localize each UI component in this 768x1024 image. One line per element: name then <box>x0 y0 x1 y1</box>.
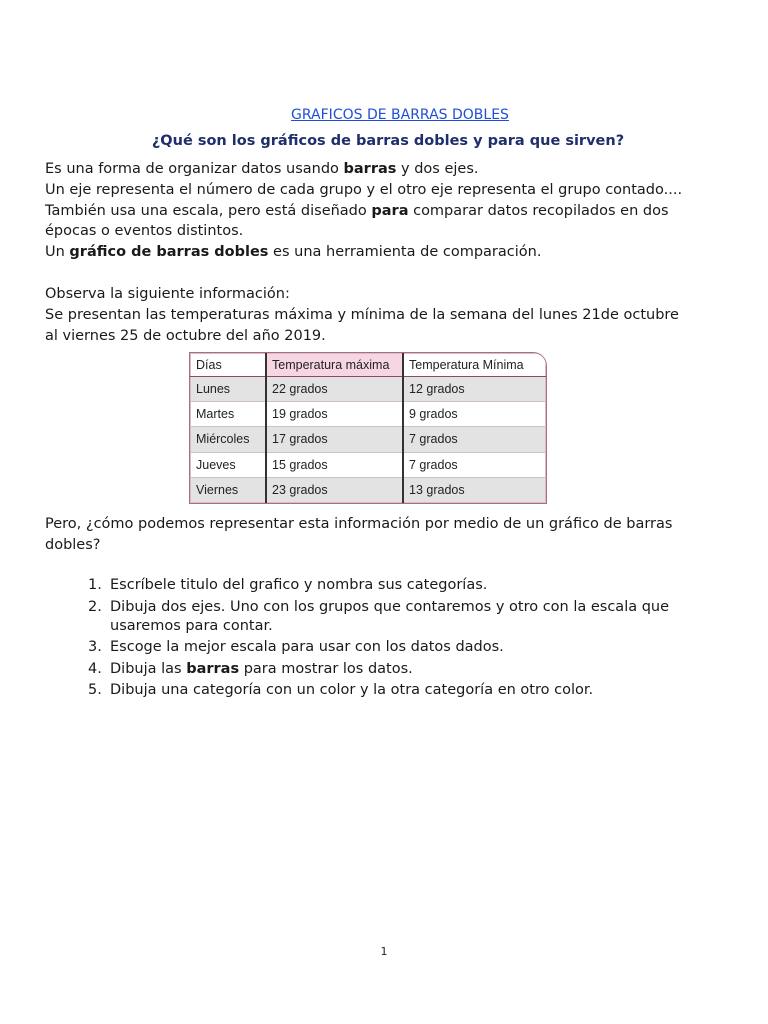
cell-day: Lunes <box>191 377 267 402</box>
cell-min: 7 grados <box>403 427 546 452</box>
table-row <box>191 402 546 427</box>
text-run: Un <box>45 244 70 261</box>
table-header-row <box>191 354 546 377</box>
intro-line-3 <box>45 201 735 222</box>
observe-paragraph <box>45 284 735 346</box>
list-item <box>88 660 708 679</box>
cell-min: 13 grados <box>403 477 546 502</box>
intro-line-2: Un eje representa el número de cada grupo y el otro eje representa el grupo contado.... <box>45 181 683 198</box>
step-text <box>110 576 487 595</box>
cell-min: 7 grados <box>403 452 546 477</box>
step-text <box>110 681 593 700</box>
question-paragraph <box>45 514 735 556</box>
temperature-table-image <box>189 352 547 504</box>
text-run: Escoge la mejor escala para usar con los datos dados. <box>110 639 504 655</box>
table-row <box>191 452 546 477</box>
step-number: 3. <box>88 639 102 655</box>
table-row <box>191 427 546 452</box>
intro-line-4: épocas o eventos distintos. <box>45 223 244 240</box>
cell-min: 12 grados <box>403 377 546 402</box>
header-temp-max: Temperatura máxima <box>266 354 403 377</box>
bold-text: para <box>371 202 409 219</box>
cell-max: 19 grados <box>266 402 403 427</box>
text-run: es una herramienta de comparación. <box>268 244 542 261</box>
header-temp-min: Temperatura Mínima <box>403 354 546 377</box>
document-title-link[interactable]: GRAFICOS DE BARRAS DOBLES <box>291 107 509 123</box>
intro-line-5 <box>45 242 735 263</box>
list-item <box>88 681 708 700</box>
cell-min: 9 grados <box>403 402 546 427</box>
step-number: 5. <box>88 682 102 698</box>
observe-line-3: al viernes 25 de octubre del año 2019. <box>45 327 326 344</box>
page-number: 1 <box>380 945 388 958</box>
text-run: Dibuja las <box>110 660 187 677</box>
cell-max: 15 grados <box>266 452 403 477</box>
text-run: comparar datos recopilados en dos <box>408 202 669 219</box>
list-item <box>88 576 708 595</box>
observe-line-2: Se presentan las temperaturas máxima y mínima de la semana del lunes 21de octubre <box>45 306 679 323</box>
intro-paragraph <box>45 159 735 263</box>
cell-day: Miércoles <box>191 427 267 452</box>
text-run: y dos ejes. <box>396 161 479 177</box>
cell-max: 23 grados <box>266 477 403 502</box>
text-run: También usa una escala, pero está diseñado <box>45 202 372 219</box>
observe-line-1: Observa la siguiente información: <box>45 286 290 302</box>
text-run: Dibuja dos ejes. Uno con los grupos que contaremos y otro con la escala que usaremos para contar. <box>110 598 670 634</box>
bold-text: barras <box>343 161 397 177</box>
step-text <box>110 660 413 679</box>
step-number: 2. <box>88 598 102 615</box>
cell-day: Jueves <box>191 452 267 477</box>
temperature-table <box>190 353 546 503</box>
step-number: 4. <box>88 660 102 677</box>
cell-day: Martes <box>191 402 267 427</box>
intro-line-1 <box>45 159 735 180</box>
text-run: para mostrar los datos. <box>239 660 413 677</box>
step-text <box>110 638 504 657</box>
question-line-1: Pero, ¿cómo podemos representar esta información por medio de un gráfico de barras <box>45 516 673 532</box>
step-number: 1. <box>88 577 102 593</box>
header-dias: Días <box>191 354 267 377</box>
cell-day: Viernes <box>191 477 267 502</box>
table-row <box>191 477 546 502</box>
bold-text: gráfico de barras dobles <box>69 244 269 261</box>
question-line-2: dobles? <box>45 536 101 553</box>
text-run: Escríbele titulo del grafico y nombra sus categorías. <box>110 577 488 593</box>
steps-list <box>88 576 708 703</box>
bold-text: barras <box>186 660 240 677</box>
cell-max: 17 grados <box>266 427 403 452</box>
table-row <box>191 377 546 402</box>
list-item <box>88 638 708 657</box>
text-run: Dibuja una categoría con un color y la otra categoría en otro color. <box>110 682 594 698</box>
step-text <box>110 598 708 636</box>
list-item <box>88 598 708 636</box>
text-run: Es una forma de organizar datos usando <box>45 161 344 177</box>
section-heading: ¿Qué son los gráficos de barras dobles y para que sirven? <box>151 133 625 149</box>
cell-max: 22 grados <box>266 377 403 402</box>
